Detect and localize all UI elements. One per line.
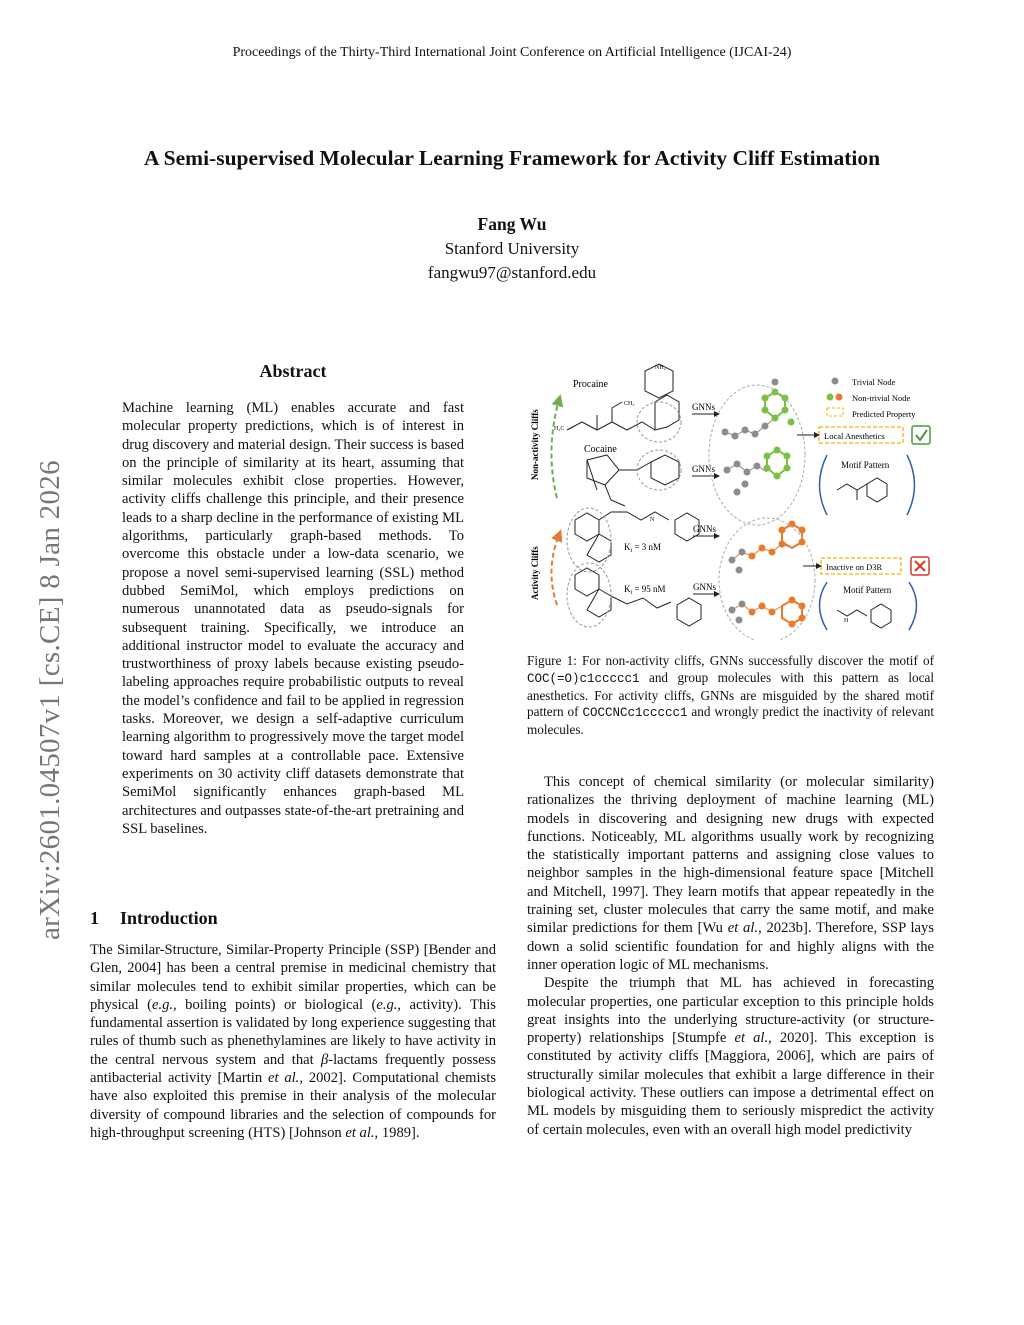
introduction-paragraph <box>90 941 496 1142</box>
atom-ch3: CH₃ <box>624 401 635 407</box>
arxiv-identifier: arXiv:2601.04507v1 [cs.CE] 8 Jan 2026 <box>34 460 66 940</box>
atom-h3c: H₃C <box>554 426 565 432</box>
cocaine-structure <box>587 455 679 506</box>
section-title: Introduction <box>120 908 218 928</box>
figure-1-caption <box>527 653 934 739</box>
legend-trivial-dot <box>832 378 839 385</box>
caption-text: and group molecules with this pattern as local anesthetics. For activity cliffs, GNNs are misguided by the shared motif pattern of <box>527 669 934 720</box>
label-gnns: GNNs <box>692 464 716 474</box>
motif-structure-bottom <box>837 604 891 628</box>
graph-activity-cliff-2 <box>729 597 806 628</box>
label-gnns: GNNs <box>693 582 717 592</box>
graph-group-ellipse <box>719 518 815 640</box>
label-ki-1: $K_i = 3$ nM <box>624 542 661 554</box>
dashed-arrow-green <box>551 400 559 498</box>
check-icon <box>912 426 930 444</box>
label-motif-pattern: Motif Pattern <box>843 585 892 595</box>
abstract-heading: Abstract <box>259 361 327 381</box>
intro-text: , 2002]. Computational chemists have also exploited this premise in their analysis of the molecular diversity of compound libraries and the selection of compounds for high-throughput screening (HTS) [Johnson <box>90 1070 497 1141</box>
abstract-body: Machine learning (ML) enables accurate and fast molecular property predictions, which is of interest in drug discovery and material design. Their success is based on the principle of similarity at its heart, assuming that similar molecules exhibit close properties. However, activity cliffs challenge this principle, and their presence leads to a sharp decline in the performance of existing ML algorithms, particularly graph-based methods. To overcome this obstacle under a low-data scenario, we propose a novel semi-supervised learning (SSL) method dubbed SemiMol, which employs predictions on numerous unannotated data as pseudo-signals for subsequent training. Specifically, we introduce an additional instructor model to evaluate the accuracy and trustworthiness of proxy labels because existing pseudo-labeling approaches require probabilistic outputs to reveal the model’s confidence and fail to be applied in regression tasks. Moreover, we design a self-adaptive curriculum learning algorithm to progressively move the target model toward hard samples at a controllable pace. Extensive experiments on 30 activity cliff datasets demonstrate that SemiMol significantly enhances graph-based ML architectures and outpasses state-of-the-art pretraining and SSL baselines. <box>122 400 464 837</box>
author-email[interactable]: fangwu97@stanford.edu <box>427 263 597 282</box>
motif-highlight-ellipse <box>637 450 681 490</box>
label-gnns: GNNs <box>692 402 716 412</box>
caption-text: Figure 1: For non-activity cliffs, GNNs successfully discover the motif of <box>527 653 934 668</box>
legend-predicted: Predicted Property <box>852 409 916 419</box>
graph-procaine <box>722 379 795 440</box>
intro-etal: et al. <box>267 1070 300 1087</box>
label-ki-2: $K_i = 95$ nM <box>624 584 666 596</box>
label-activity-cliffs: Activity Cliffs <box>530 546 540 600</box>
label-procaine: Procaine <box>573 379 608 390</box>
intro-text: , boiling points) or biological ( <box>173 996 377 1013</box>
caption-smiles: COC(=O)c1ccccc1 <box>527 671 640 686</box>
procaine-structure <box>567 364 679 430</box>
author-affiliation: Stanford University <box>444 239 580 258</box>
motif-bracket <box>907 455 915 515</box>
intro-text: , 1989]. <box>374 1124 420 1141</box>
body-paragraph <box>527 773 934 974</box>
graph-cocaine <box>724 447 791 496</box>
motif-bracket <box>820 582 828 630</box>
body-text: Despite the triumph that ML has achieved in forecasting molecular properties, one particular exception to this principle holds great insights into the underlying structure-activity (or structure-property) relationships [Stumpfe <box>527 975 934 1047</box>
intro-text: The Similar-Structure, Similar-Property Principle (SSP) [Bender and Glen, 2004] has been a central premise in medicinal chemistry that similar molecules tend to exhibit similar properties, which can be physical ( <box>90 942 496 1013</box>
intro-eg: e.g. <box>151 996 174 1013</box>
body-text: This concept of chemical similarity (or molecular similarity) rationalizes the thriving deployment of machine learning (ML) models in discovering and designing new drugs with expected functions. Noticeably, ML algorithms usually work by recognizing the statistically important patterns and assigning close values to neighbor samples in the high-dimensional feature space [Mitchell and Mitchell, 1997]. They learn motifs that appear repeatedly in the training set, cluster molecules that carry the same motif, and make similar predictions for them [Wu <box>527 774 934 937</box>
atom-h: H <box>844 618 849 624</box>
right-column-body <box>527 773 934 1139</box>
motif-highlight-ellipse <box>637 402 681 442</box>
proceedings-header: Proceedings of the Thirty-Third International Joint Conference on Artificial Intelligence (IJCAI-24) <box>232 45 792 60</box>
check-mark <box>916 430 927 440</box>
intro-beta: β <box>320 1051 329 1068</box>
cross-mark <box>915 561 925 571</box>
motif-bracket <box>909 582 917 630</box>
graph-group-ellipse <box>709 385 805 525</box>
intro-text: , activity). This fundamental assertion is validated by long experience suggesting that rules of thumb such as phenethylamines are likely to have activity in the central nervous system and that <box>90 996 496 1068</box>
figure-1-diagram <box>527 360 937 640</box>
section-heading-introduction <box>90 908 496 929</box>
label-local-anesthetics: Local Anesthetics <box>824 431 885 441</box>
intro-text: -lactams frequently possess antibacterial activity [Martin <box>90 1051 496 1087</box>
body-etal: et al. <box>734 1030 769 1047</box>
legend-nontrivial: Non-trivial Node <box>852 393 911 403</box>
motif-bracket <box>820 455 828 515</box>
label-cocaine: Cocaine <box>584 444 617 455</box>
legend-trivial: Trivial Node <box>852 377 896 387</box>
legend-predicted-box <box>827 408 843 416</box>
label-motif-pattern: Motif Pattern <box>841 460 890 470</box>
dashed-arrow-orange <box>551 535 559 605</box>
caption-text: and wrongly predict the inactivity of relevant molecules. <box>527 704 934 738</box>
label-gnns: GNNs <box>693 524 717 534</box>
body-text: , 2023b]. Therefore, SSP lays down a solid scientific foundation for and highly aligns with the inner operation logic of ML mechanisms. <box>527 920 934 973</box>
figure-1 <box>527 360 937 640</box>
body-text: , 2020]. This exception is constituted by activity cliffs [Maggiora, 2006], which are pairs of structurally similar molecules that exhibit a large difference in their biological activity. These outliers can impose a detrimental effect on ML models by misguiding them to seriously mispredict the activity of certain molecules, even with an overall high model predictivity <box>527 1030 934 1138</box>
label-inactive-d3r: Inactive on D3R <box>826 562 883 572</box>
molecule-activity-cliff-2 <box>575 568 701 626</box>
paper-title: A Semi-supervised Molecular Learning Framework for Activity Cliff Estimation <box>143 146 881 170</box>
body-paragraph <box>527 974 934 1139</box>
legend-nontrivial-dot <box>827 394 834 401</box>
body-etal: et al. <box>727 920 759 937</box>
intro-eg: e.g. <box>376 996 398 1013</box>
label-non-activity-cliffs: Non-activity Cliffs <box>530 409 540 480</box>
legend-nontrivial-dot <box>836 394 843 401</box>
motif-structure-top <box>837 478 887 502</box>
intro-etal: et al. <box>345 1124 375 1141</box>
atom-n: N <box>650 517 655 523</box>
author-name: Fang Wu <box>477 214 547 234</box>
atom-nh2: NH₂ <box>655 365 666 371</box>
section-number: 1 <box>90 908 99 928</box>
molecule-activity-cliff-1 <box>575 512 699 562</box>
caption-smiles: COCCNCc1ccccc1 <box>582 706 688 721</box>
